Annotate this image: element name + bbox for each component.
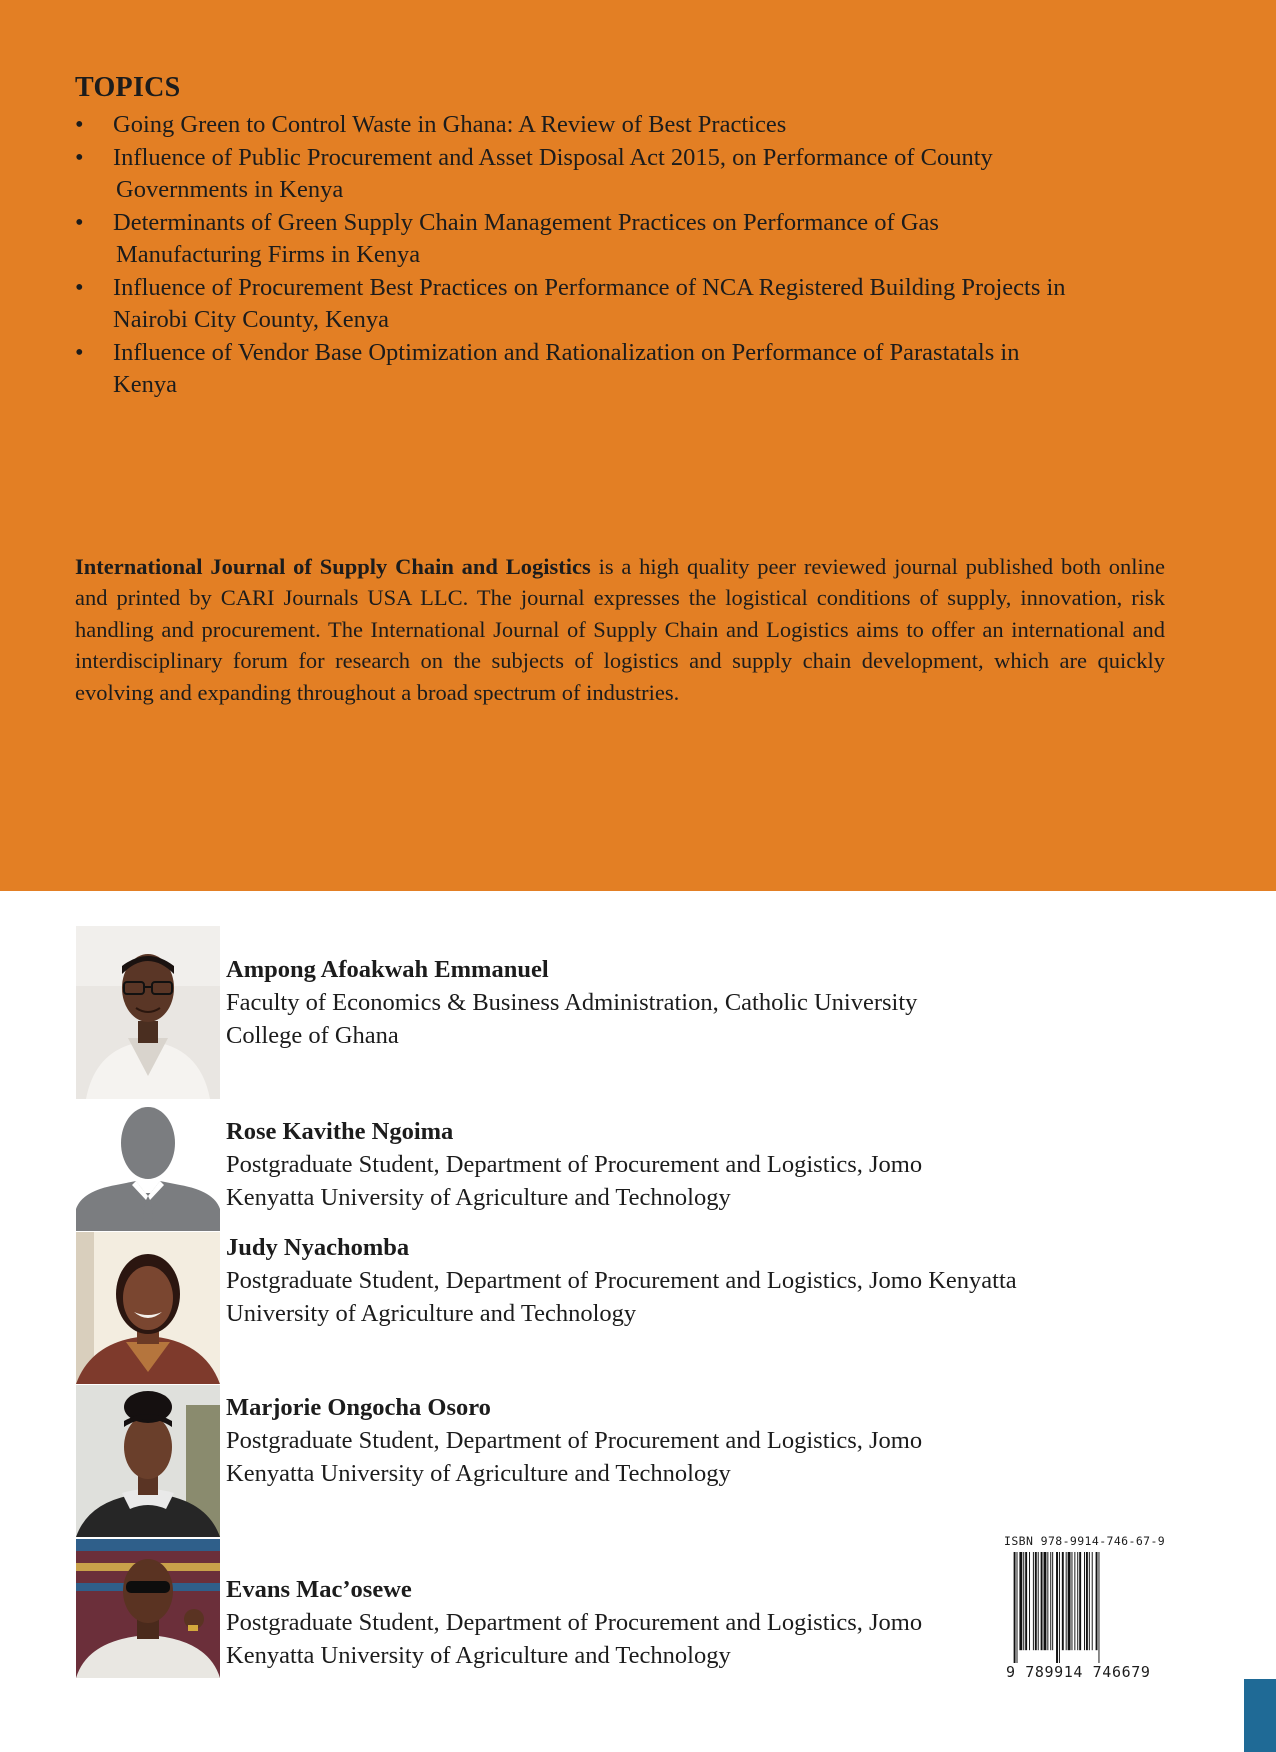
journal-description	[75, 551, 1165, 708]
author-affiliation: University of Agriculture and Technology	[226, 1300, 637, 1327]
bullet-icon: •	[75, 338, 84, 366]
author-name: Rose Kavithe Ngoima	[226, 1118, 454, 1145]
bullet-icon: •	[75, 143, 84, 171]
author-entry	[76, 926, 1076, 1099]
author-name: Marjorie Ongocha Osoro	[226, 1394, 491, 1421]
author-entry	[76, 1385, 1076, 1537]
author-affiliation: Kenyatta University of Agriculture and Technology	[226, 1460, 731, 1487]
author-entry	[76, 1101, 1076, 1231]
author-name: Evans Mac’osewe	[226, 1576, 412, 1603]
author-photo	[76, 926, 220, 1099]
author-affiliation: Faculty of Economics & Business Administration, Catholic University	[226, 989, 918, 1016]
topics-heading: TOPICS	[75, 72, 181, 103]
corner-accent	[1244, 1679, 1276, 1752]
bullet-icon: •	[75, 273, 84, 301]
avatar-placeholder-icon	[76, 1101, 220, 1231]
journal-description-text: is a high quality peer reviewed journal published both online and printed by CARI Journals USA LLC. The journal expresses the logistical conditions of supply, innovation, risk handling and procurement. The International Journal of Supply Chain and Logistics aims to offer an international and interdisciplinary forum for research on the subjects of logistics and supply chain development, which are quickly evolving and expanding throughout a broad spectrum of industries.	[75, 554, 1165, 705]
topic-line: Nairobi City County, Kenya	[113, 306, 390, 333]
barcode-icon	[1002, 1552, 1162, 1680]
author-affiliation: College of Ghana	[226, 1022, 399, 1049]
topic-item	[75, 272, 1165, 337]
journal-name: International Journal of Supply Chain and Logistics	[75, 554, 591, 579]
topic-item	[75, 337, 1165, 402]
topic-item	[75, 207, 1165, 272]
author-affiliation: Postgraduate Student, Department of Procurement and Logistics, Jomo Kenyatta	[226, 1267, 1017, 1294]
topic-line: Determinants of Green Supply Chain Management Practices on Performance of Gas	[113, 208, 939, 236]
author-entry	[76, 1539, 1076, 1678]
author-photo	[76, 1539, 220, 1678]
author-entry	[76, 1232, 1076, 1384]
author-photo	[76, 1385, 220, 1537]
topic-item	[75, 142, 1165, 207]
author-affiliation: Postgraduate Student, Department of Procurement and Logistics, Jomo	[226, 1609, 923, 1636]
author-affiliation: Postgraduate Student, Department of Procurement and Logistics, Jomo	[226, 1427, 923, 1454]
isbn-label: ISBN 978-9914-746-67-9	[1004, 1534, 1166, 1548]
topic-line: Governments in Kenya	[116, 176, 344, 203]
author-photo	[76, 1232, 220, 1384]
bullet-icon: •	[75, 111, 84, 138]
author-affiliation: Kenyatta University of Agriculture and Technology	[226, 1642, 731, 1669]
topics-list	[75, 109, 1165, 402]
topic-item	[75, 109, 1165, 142]
author-name: Ampong Afoakwah Emmanuel	[226, 956, 549, 983]
bullet-icon: •	[75, 208, 84, 236]
topic-line: Influence of Public Procurement and Asset Disposal Act 2015, on Performance of County	[113, 143, 993, 171]
author-affiliation: Kenyatta University of Agriculture and Technology	[226, 1184, 731, 1211]
topic-line: Influence of Vendor Base Optimization and Rationalization on Performance of Parastatals in	[113, 338, 1020, 366]
topic-line: Kenya	[113, 371, 177, 398]
barcode-number: 9 789914 746679	[1006, 1663, 1151, 1681]
author-name: Judy Nyachomba	[226, 1234, 410, 1261]
topic-line: Manufacturing Firms in Kenya	[116, 241, 421, 268]
topic-line: Influence of Procurement Best Practices on Performance of NCA Registered Building Projects in	[113, 273, 1066, 301]
author-affiliation: Postgraduate Student, Department of Procurement and Logistics, Jomo	[226, 1151, 923, 1178]
topic-line: Going Green to Control Waste in Ghana: A Review of Best Practices	[113, 111, 787, 138]
